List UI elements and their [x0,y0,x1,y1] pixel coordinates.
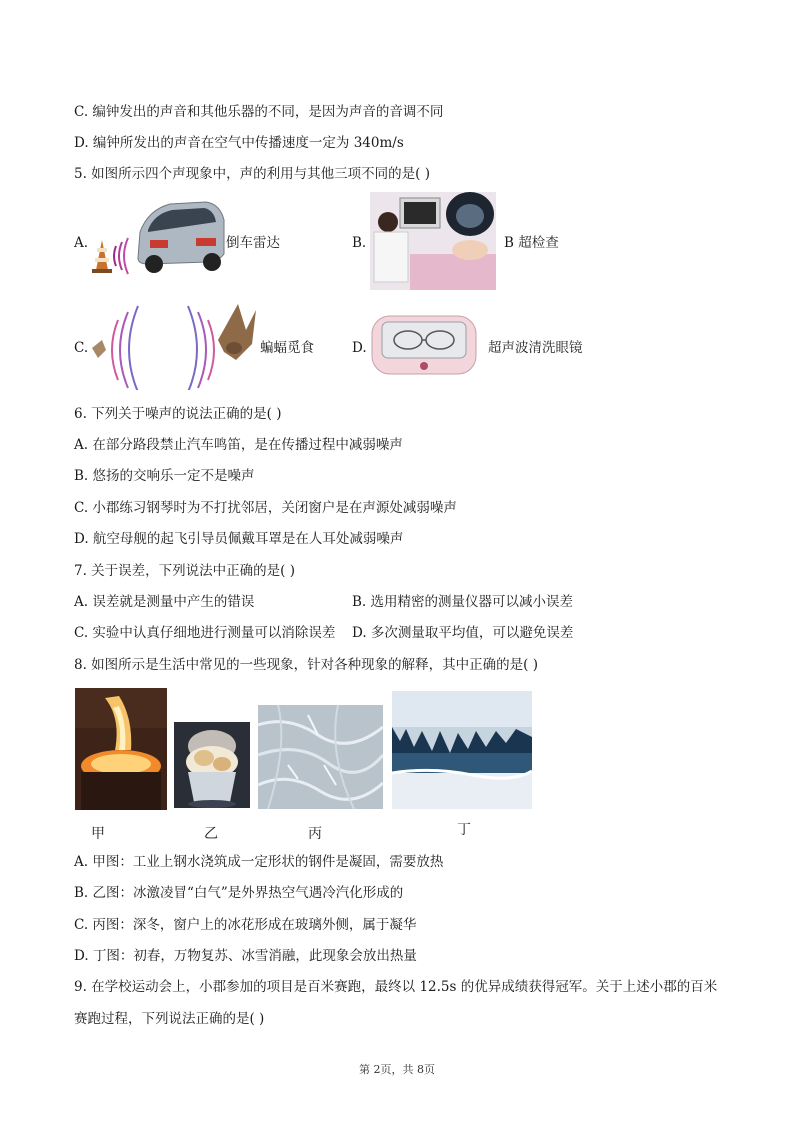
q8-option-a: A. 甲图：工业上钢水浇筑成一定形状的钢件是凝固，需要放热 [74,854,444,870]
q6-option-a: A. 在部分路段禁止汽车鸣笛，是在传播过程中减弱噪声 [74,437,403,453]
ice-cream-image [174,722,250,808]
page-footer: 第 2页，共 8页 [359,1063,435,1076]
q8-option-b: B. 乙图：冰激凌冒“白气”是外界热空气遇冷汽化形成的 [74,885,404,901]
q6-option-b: B. 悠扬的交响乐一定不是噪声 [74,468,255,484]
melting-snow-image [392,691,532,809]
bat-echolocation-image [88,300,258,390]
q7-option-d: D. 多次测量取平均值，可以避免误差 [352,625,574,641]
q9-stem-line1: 9. 在学校运动会上，小郡参加的项目是百米赛跑，最终以 12.5s 的优异成绩获得冠军。关于上述小郡的百米 [74,979,718,995]
q5-b-caption: B 超检查 [504,235,559,251]
q9-stem-line2: 赛跑过程，下列说法正确的是( ) [74,1011,265,1027]
ultrasound-image [370,192,496,290]
q8-label-bing: 丙 [308,826,322,842]
car-radar-image [88,196,226,276]
q5-stem: 5. 如图所示四个声现象中，声的利用与其他三项不同的是( ) [74,166,430,182]
q6-option-d: D. 航空母舰的起飞引导员佩戴耳罩是在人耳处减弱噪声 [74,531,404,547]
q5-d-letter: D. [352,340,367,356]
q5-c-caption: 蝙蝠觅食 [260,340,314,356]
window-frost-image [258,705,383,809]
q5-d-caption: 超声波清洗眼镜 [488,340,583,356]
q6-option-c: C. 小郡练习钢琴时为不打扰邻居，关闭窗户是在声源处减弱噪声 [74,500,457,516]
q8-label-yi: 乙 [204,826,218,842]
q5-b-letter: B. [352,235,367,251]
q8-option-c: C. 丙图：深冬，窗户上的冰花形成在玻璃外侧，属于凝华 [74,917,417,933]
q7-stem: 7. 关于误差，下列说法中正确的是( ) [74,563,295,579]
molten-steel-image [75,688,167,810]
ultrasonic-cleaner-image [368,306,480,384]
q5-a-caption: 倒车雷达 [226,235,280,251]
q5-a-letter: A. [74,235,89,251]
q4-option-d: D. 编钟所发出的声音在空气中传播速度一定为 340m/s [74,135,404,151]
q8-option-d: D. 丁图：初春，万物复苏、冰雪消融，此现象会放出热量 [74,948,417,964]
q5-c-letter: C. [74,340,89,356]
q8-label-jia: 甲 [91,826,105,842]
q8-label-ding: 丁 [457,822,471,838]
q7-option-a: A. 误差就是测量中产生的错误 [74,594,255,610]
q7-option-c: C. 实验中认真仔细地进行测量可以消除误差 [74,625,336,641]
q4-option-c: C. 编钟发出的声音和其他乐器的不同，是因为声音的音调不同 [74,104,444,120]
q8-stem: 8. 如图所示是生活中常见的一些现象，针对各种现象的解释，其中正确的是( ) [74,657,538,673]
q7-option-b: B. 选用精密的测量仪器可以减小误差 [352,594,574,610]
q6-stem: 6. 下列关于噪声的说法正确的是( ) [74,406,282,422]
